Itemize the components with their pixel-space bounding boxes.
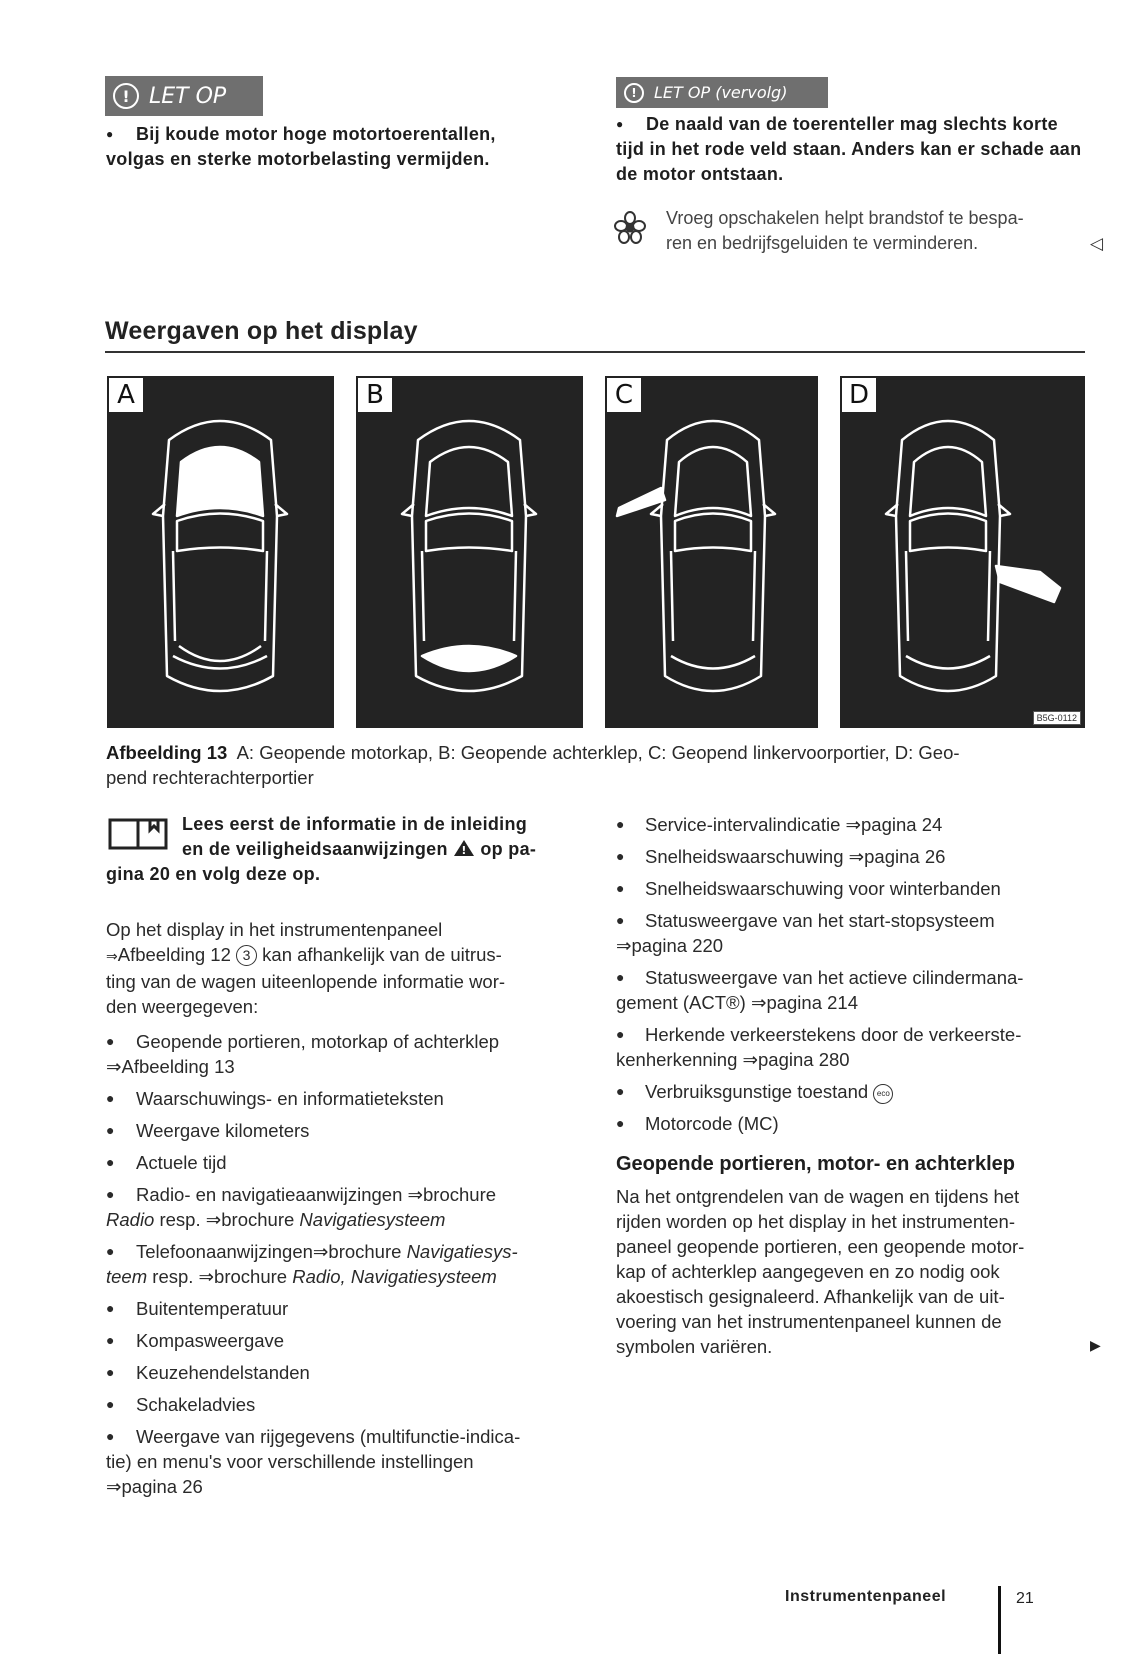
continue-icon: ▶: [1090, 1337, 1101, 1353]
list-item: ● Verbruiksgunstige toestand eco: [616, 1079, 1086, 1104]
list-item: ● Telefoonaanwijzingen⇒brochure Navigatiesys- teem resp. ⇒brochure Radio, Navigatiesysteem: [106, 1241, 518, 1287]
warning-triangle-icon: [453, 839, 475, 857]
display-info-list-right: [616, 812, 1086, 1143]
notice-title: LET OP: [149, 83, 227, 109]
section-rule: [105, 351, 1085, 353]
warning-icon: !: [113, 83, 139, 109]
panel-d: [840, 376, 1085, 728]
figure-code: B5G-0112: [1033, 711, 1081, 725]
list-item: ● Actuele tijd: [106, 1152, 227, 1173]
footer-chapter: Instrumentenpaneel: [785, 1588, 947, 1605]
list-item: ● Weergave van rijgegevens (multifunctie-indica- tie) en menu's voor verschillende instellingen ⇒pagina 26: [106, 1426, 521, 1497]
read-first-line2: en de veiligheidsaanwijzingen ! op pa-: [182, 839, 537, 859]
subsection-body: Na het ontgrendelen van de wagen en tijdens het rijden worden op het display in het instrumenten- paneel geopende portieren, een geopende motor- kap of achterklep aangegeven en zo nodig ook akoestisch gesignaleerd. Afhankelijk van de uit- voering van het instrumentenpaneel kunnen de symbolen variëren.: [616, 1186, 1025, 1357]
caption-label: Afbeelding 13: [106, 742, 228, 763]
figure-13: [107, 376, 1085, 728]
car-top-view-icon: [605, 376, 818, 728]
notice-header-right: [616, 77, 828, 108]
subsection-title: Geopende portieren, motor- en achterklep: [616, 1153, 1015, 1175]
figure-caption: Afbeelding 13 A: Geopende motorkap, B: Geopende achterklep, C: Geopend linkervoorportier, D: Geo- pend rechterachterportier: [106, 742, 960, 788]
read-first-line1: Lees eerst de informatie in de inleiding: [182, 814, 528, 834]
callout-3-icon: 3: [236, 945, 257, 966]
footer-page-number: 21: [1016, 1590, 1034, 1607]
panel-label: C: [607, 378, 641, 412]
notice-title: LET OP (vervolg): [654, 83, 788, 102]
list-item: ● Snelheidswaarschuwing voor winterbanden: [616, 878, 1001, 899]
list-item: ● Kompasweergave: [106, 1330, 285, 1351]
read-first-line3: gina 20 en volg deze op.: [106, 864, 321, 884]
book-icon: [106, 814, 170, 852]
car-top-view-icon: [356, 376, 583, 728]
list-item: ● Snelheidswaarschuwing ⇒pagina 26: [616, 846, 946, 867]
car-top-view-icon: [840, 376, 1085, 728]
eco-icon: eco: [873, 1084, 893, 1104]
list-item: ● Statusweergave van het start-stopsysteem ⇒pagina 220: [616, 910, 995, 956]
list-item: ● Waarschuwings- en informatieteksten: [106, 1088, 444, 1109]
notice-text-left: ● Bij koude motor hoge motortoerentallen, volgas en sterke motorbelasting vermijden.: [106, 124, 496, 169]
svg-text:!: !: [461, 844, 467, 857]
panel-b: [356, 376, 583, 728]
panel-label: D: [842, 378, 876, 412]
list-item: ● Weergave kilometers: [106, 1120, 310, 1141]
eco-tip-line2: ren en bedrijfsgeluiden te verminderen.: [666, 233, 979, 253]
eco-tip-line1: Vroeg opschakelen helpt brandstof te bespa-: [666, 208, 1024, 228]
end-mark: ◁: [1090, 234, 1104, 253]
section-title: Weergaven op het display: [105, 317, 418, 345]
list-item: ● Service-intervalindicatie ⇒pagina 24: [616, 814, 943, 835]
display-info-list-left: [106, 1029, 606, 1506]
list-item: ● Keuzehendelstanden: [106, 1362, 310, 1383]
intro-paragraph: Op het display in het instrumentenpaneel ⇒Afbeelding 12 3 kan afhankelijk van de uitrus- ting van de wagen uiteenlopende informatie wor- den weergegeven:: [106, 919, 506, 1017]
notice-text-right: ● De naald van de toerenteller mag slechts korte tijd in het rode veld staan. Anders kan er schade aan de motor ontstaan.: [616, 114, 1082, 184]
notice-header-left: [105, 76, 263, 116]
panel-label: B: [358, 378, 392, 412]
footer-divider: [998, 1586, 1001, 1654]
warning-icon: !: [624, 83, 644, 103]
flower-icon: [614, 210, 646, 246]
panel-a: [107, 376, 334, 728]
panel-c: [605, 376, 818, 728]
car-top-view-icon: [107, 376, 334, 728]
list-item: ● Radio- en navigatieaanwijzingen ⇒brochure Radio resp. ⇒brochure Navigatiesysteem: [106, 1184, 497, 1230]
list-item: ● Buitentemperatuur: [106, 1298, 289, 1319]
list-item: ● Geopende portieren, motorkap of achterklep ⇒Afbeelding 13: [106, 1031, 500, 1077]
list-item: ● Herkende verkeerstekens door de verkeerste- kenherkenning ⇒pagina 280: [616, 1024, 1022, 1070]
list-item: ● Statusweergave van het actieve cilindermana- gement (ACT®) ⇒pagina 214: [616, 967, 1024, 1013]
panel-label: A: [109, 378, 143, 412]
list-item: ● Schakeladvies: [106, 1394, 256, 1415]
list-item: ● Motorcode (MC): [616, 1113, 779, 1134]
